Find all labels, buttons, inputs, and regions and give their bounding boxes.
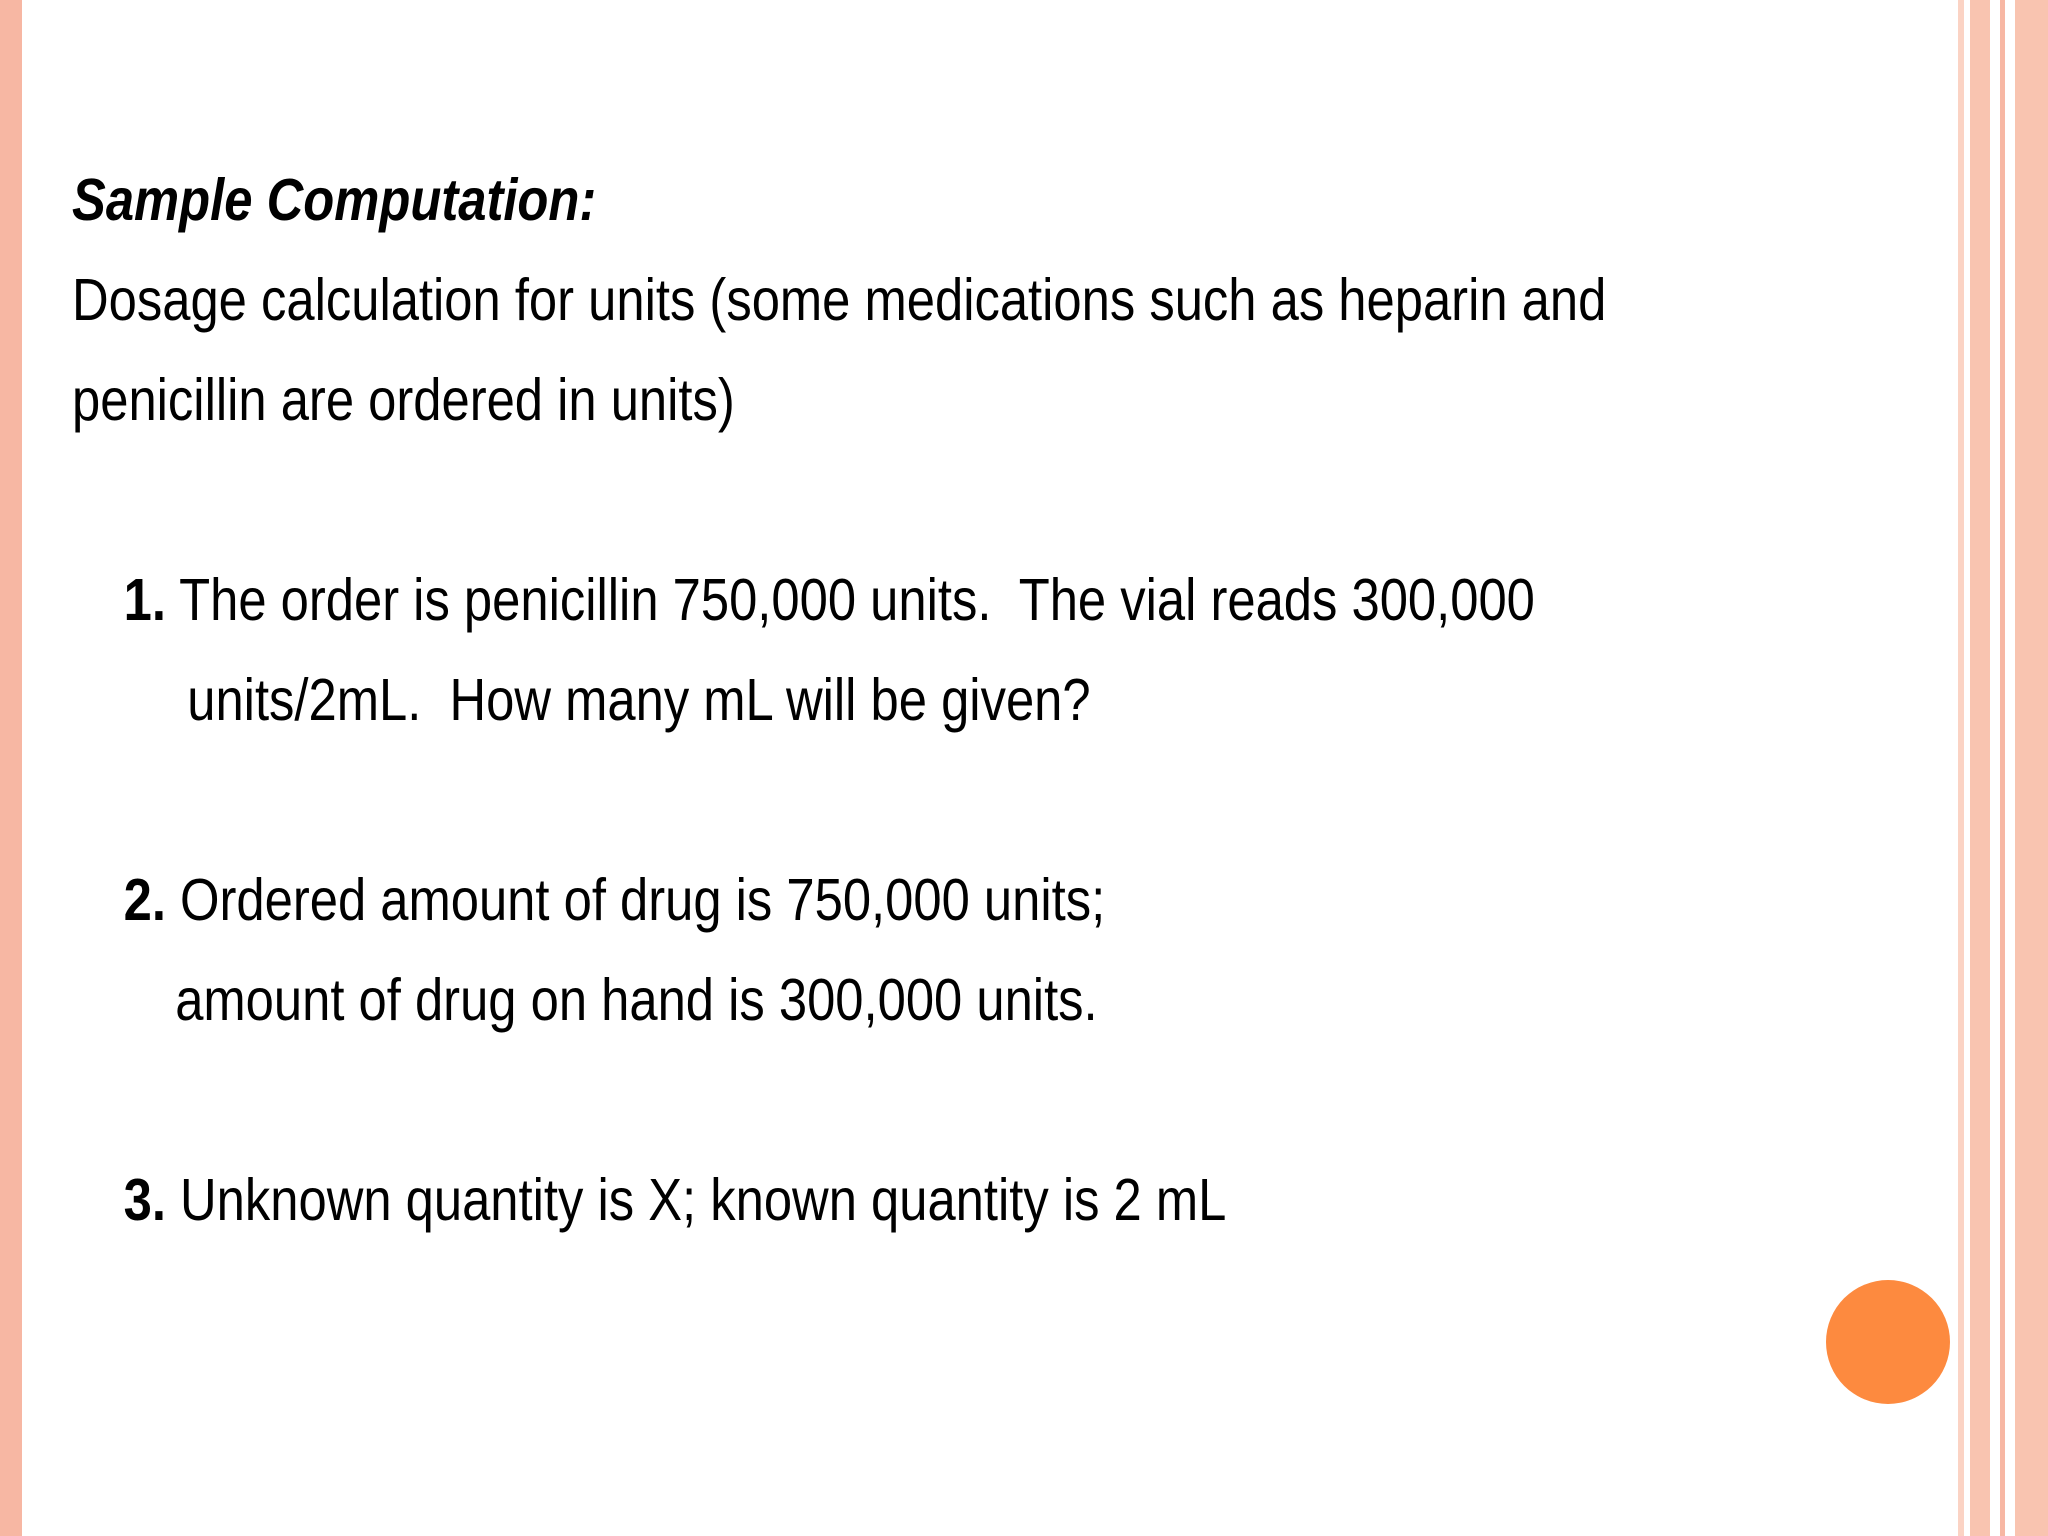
step-text: Ordered amount of drug is 750,000 units; — [165, 867, 1106, 933]
right-stripe-decoration — [2005, 0, 2015, 1536]
slide-content — [72, 150, 1637, 1350]
step-number: 2. — [123, 867, 166, 933]
step-line — [124, 550, 1638, 650]
step-item-1 — [72, 550, 1637, 750]
right-stripe-decoration — [2015, 0, 2048, 1536]
slide-heading: Sample Computation: — [72, 167, 597, 233]
step-text: units/2mL. How many mL will be given? — [187, 667, 1091, 733]
right-stripe-decoration — [1990, 0, 2000, 1536]
intro-line: Dosage calculation for units (some medications such as heparin and — [72, 267, 1607, 333]
intro-text — [72, 250, 1637, 450]
step-number: 3. — [123, 1167, 166, 1233]
step-text: Unknown quantity is X; known quantity is 2 mL — [165, 1167, 1227, 1233]
orange-circle-decoration — [1826, 1280, 1950, 1404]
step-item-2 — [72, 850, 1637, 1050]
step-text: amount of drug on hand is 300,000 units. — [175, 967, 1098, 1033]
step-number: 1. — [123, 567, 166, 633]
step-text: The order is penicillin 750,000 units. The vial reads 300,000 — [165, 567, 1535, 633]
right-stripe-decoration — [1970, 0, 1990, 1536]
step-line — [124, 850, 1638, 950]
intro-line: penicillin are ordered in units) — [72, 367, 735, 433]
steps-list — [72, 550, 1637, 1250]
step-line — [124, 1150, 1638, 1250]
step-item-3 — [72, 1150, 1637, 1250]
left-border-decoration — [0, 0, 22, 1536]
